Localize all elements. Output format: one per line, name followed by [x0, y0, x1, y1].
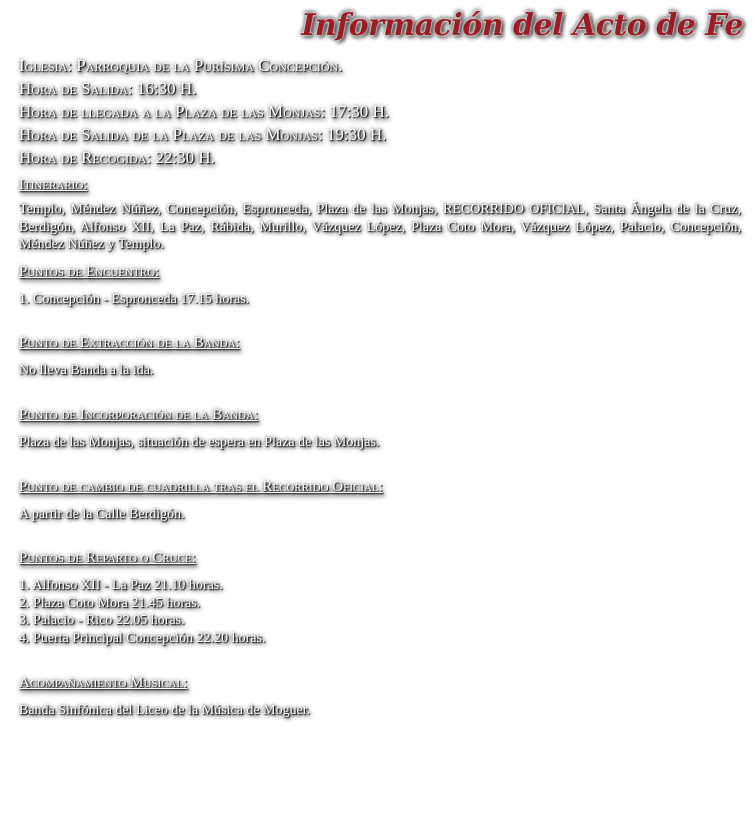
list-item: 4. Puerta Principal Concepción 22.20 horas. — [19, 630, 266, 646]
section-heading: Punto de Incorporación de la Banda: — [19, 406, 259, 423]
meeting-points-list — [19, 291, 741, 309]
musical-accompaniment-text: Banda Sinfónica del Liceo de la Música de Moguer. — [19, 702, 311, 718]
section-incorporacion — [19, 405, 741, 452]
section-encuentro — [19, 262, 741, 309]
section-heading: Punto de Extracción de la Banda: — [19, 335, 240, 352]
band-extraction-text: No lleva Banda a la ida. — [19, 363, 154, 379]
list-item: 3. Palacio - Rico 22.05 horas. — [19, 613, 185, 629]
section-extraccion — [19, 333, 741, 380]
itinerary-text: Templo, Méndez Núñez, Concepción, Espronceda, Plaza de las Monjas, RECORRIDO OFICIAL, Santa Ángela de la Cruz, Berdigón, Alfonso XII, La Paz, Rábida, Murillo, Vázquez López, Plaza Coto Mora, Vázquez López, Palacio, Concepción, Méndez Núñez y Templo. — [19, 202, 741, 253]
section-cambio — [19, 477, 741, 524]
section-heading: Punto de cambio de cuadrilla tras el Recorrido Oficial: — [19, 478, 383, 495]
info-content — [19, 54, 741, 719]
section-musical — [19, 673, 741, 720]
info-departure-time: Hora de Salida: 16:30 H. — [19, 79, 197, 98]
list-item: 1. Concepción - Espronceda 17.15 horas. — [19, 291, 250, 307]
band-incorporation-text: Plaza de las Monjas, situación de espera en Plaza de las Monjas. — [19, 434, 380, 450]
section-heading: Itinerario: — [19, 177, 88, 193]
section-reparto — [19, 548, 741, 647]
crossing-points-list — [19, 577, 741, 647]
info-return-time: Hora de Recogida: 22:30 H. — [19, 148, 215, 167]
section-itinerario — [19, 175, 741, 254]
crew-change-text: A partir de la Calle Berdigón. — [19, 506, 185, 522]
page-title: Información del Acto de Fe — [301, 8, 743, 43]
list-item: 1. Alfonso XII - La Paz 21.10 horas. — [19, 578, 223, 594]
section-heading: Puntos de Encuentro: — [19, 263, 160, 280]
section-heading: Puntos de Reparto o Cruce: — [19, 550, 196, 567]
info-church: Iglesia: Parroquia de la Purísima Concepción. — [19, 56, 343, 75]
list-item: 2. Plaza Coto Mora 21.45 horas. — [19, 595, 201, 611]
info-block — [19, 54, 741, 169]
section-heading: Acompañamiento Musical: — [19, 674, 188, 691]
info-departure-plaza-time: Hora de Salida de la Plaza de las Monjas: 19:30 H. — [19, 125, 387, 144]
info-arrival-plaza-time: Hora de llegada a la Plaza de las Monjas: 17:30 H. — [19, 102, 389, 121]
